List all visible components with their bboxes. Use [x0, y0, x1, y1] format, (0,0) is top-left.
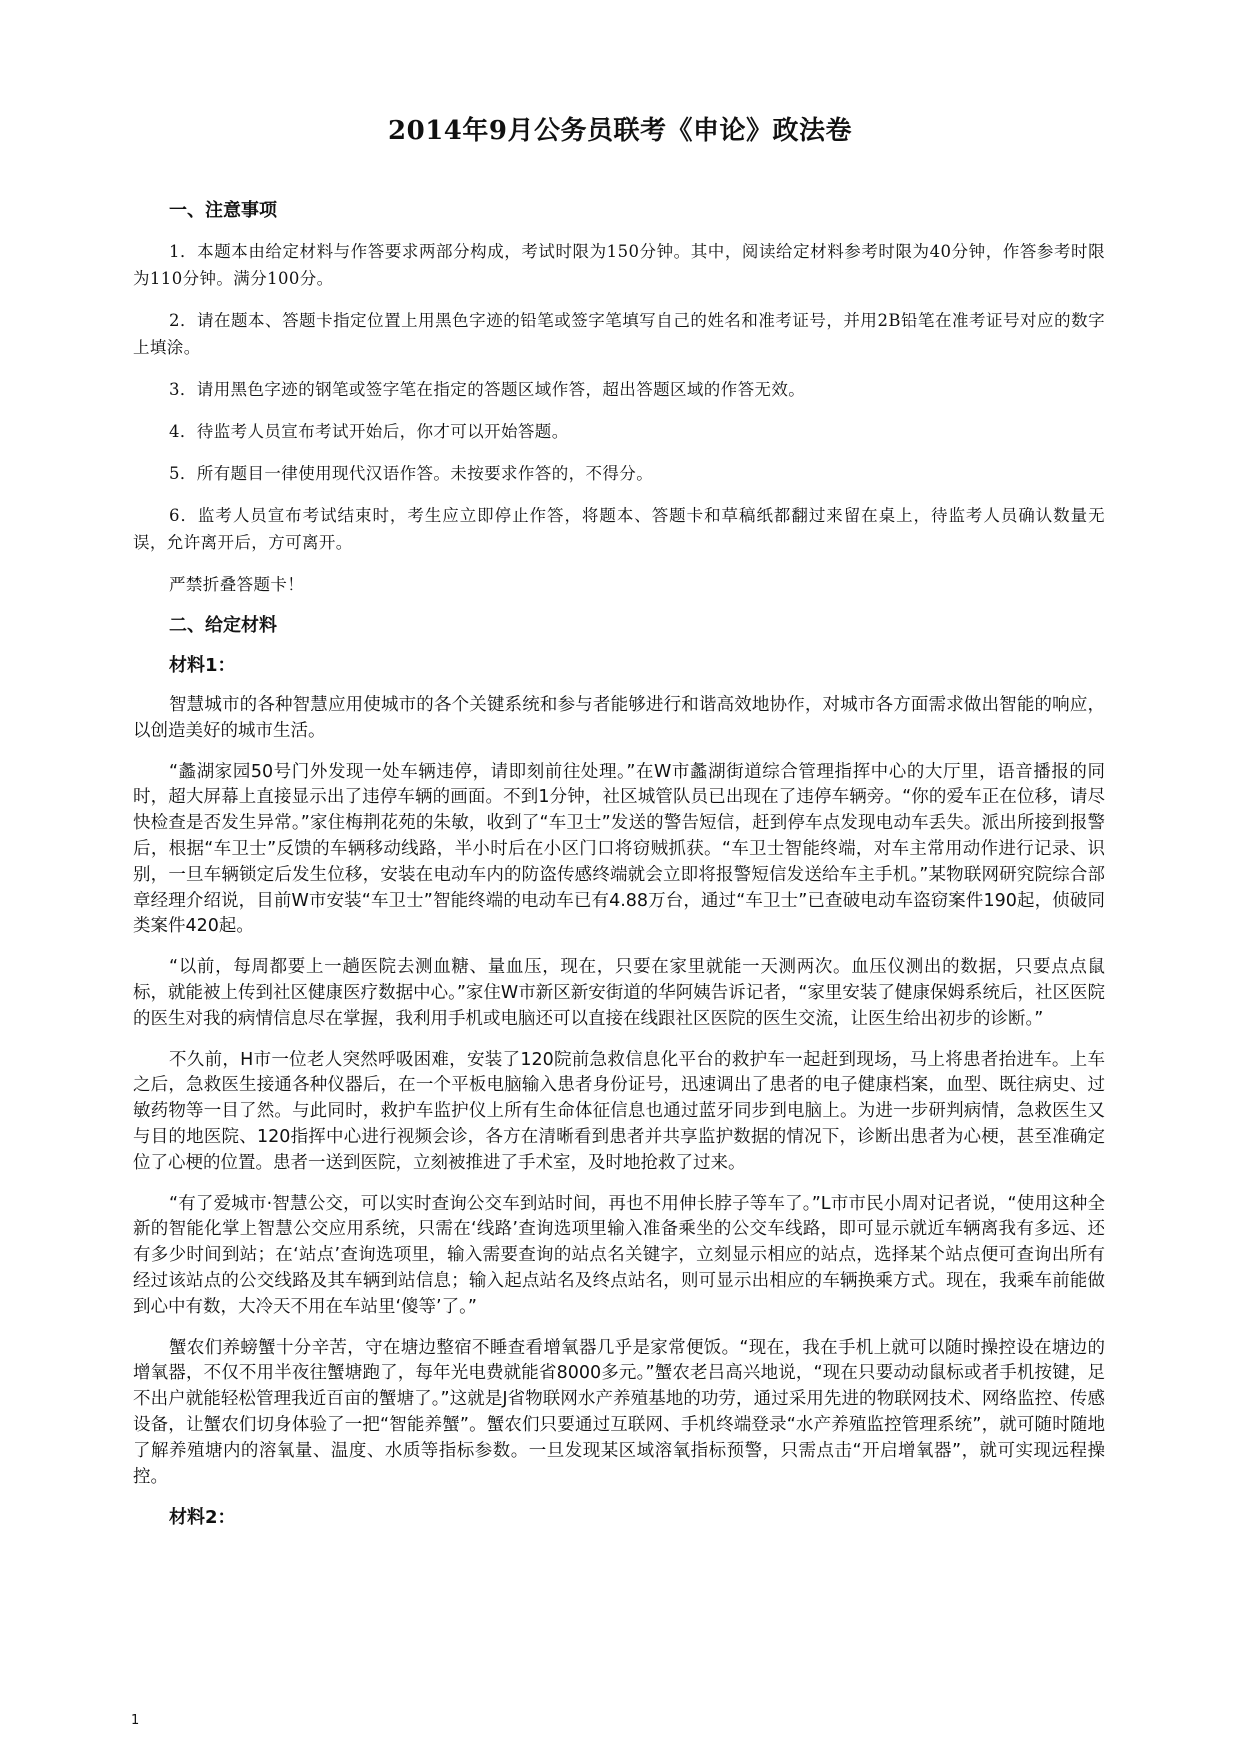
material-paragraph: “有了爱城市·智慧公交，可以实时查询公交车到站时间，再也不用伸长脖子等车了。”L市市民小周对记者说，“使用这种全新的智能化掌上智慧公交应用系统，只需在‘线路’查询选项里输入准备乘坐的公交车线路，即可显示就近车辆离我有多远、还有多少时间到站；在‘站点’查询选项里，输入需要查询的站点名关键字，立刻显示相应的站点，选择某个站点便可查询出所有经过该站点的公交线路及其车辆到站信息；输入起点站名及终点站名，则可显示出相应的车辆换乘方式。现在，我乘车前能做到心中有数，大冷天不用在车站里‘傻等’了。” — [133, 1193, 1105, 1317]
notice-item: 6．监考人员宣布考试结束时，考生应立即停止作答，将题本、答题卡和草稿纸都翻过来留在桌上，待监考人员确认数量无误，允许离开后，方可离开。 — [133, 506, 1105, 552]
material-1-label: 材料1： — [169, 655, 236, 676]
notice-item: 4．待监考人员宣布考试开始后，你才可以开始答题。 — [169, 422, 569, 441]
notice-item: 1．本题本由给定材料与作答要求两部分构成，考试时限为150分钟。其中，阅读给定材料参考时限为40分钟，作答参考时限为110分钟。满分100分。 — [133, 242, 1105, 288]
notice-item: 5．所有题目一律使用现代汉语作答。未按要求作答的，不得分。 — [169, 464, 654, 483]
section-heading-materials: 二、给定材料 — [169, 615, 277, 636]
material-paragraph: “蠡湖家园50号门外发现一处车辆违停，请即刻前往处理。”在W市蠡湖街道综合管理指挥中心的大厅里，语音播报的同时，超大屏幕上直接显示出了违停车辆的画面。不到1分钟，社区城管队员已出现在了违停车辆旁。“你的爱车正在位移，请尽快检查是否发生异常。”家住梅荆花苑的朱敏，收到了“车卫士”发送的警告短信，赶到停车点发现电动车丢失。派出所接到报警后，根据“车卫士”反馈的车辆移动线路，半小时后在小区门口将窃贼抓获。“车卫士智能终端，对车主常用动作进行记录、识别，一旦车辆锁定后发生位移，安装在电动车内的防盗传感终端就会立即将报警短信发送给车主手机。”某物联网研究院综合部章经理介绍说，目前W市安装“车卫士”智能终端的电动车已有4.88万台，通过“车卫士”已查破电动车盗窃案件190起，侦破同类案件420起。 — [133, 761, 1105, 937]
page-number: 1 — [131, 1713, 140, 1728]
material-paragraph: 不久前，H市一位老人突然呼吸困难，安装了120院前急救信息化平台的救护车一起赶到现场，马上将患者抬进车。上车之后，急救医生接通各种仪器后，在一个平板电脑输入患者身份证号，迅速调出了患者的电子健康档案，血型、既往病史、过敏药物等一目了然。与此同时，救护车监护仪上所有生命体征信息也通过蓝牙同步到电脑上。为进一步研判病情，急救医生又与目的地医院、120指挥中心进行视频会诊，各方在清晰看到患者并共享监护数据的情况下，诊断出患者为心梗，甚至准确定位了心梗的位置。患者一送到医院，立刻被推进了手术室，及时地抢救了过来。 — [133, 1049, 1105, 1173]
document-body — [133, 198, 1105, 1545]
material-paragraph: 智慧城市的各种智慧应用使城市的各个关键系统和参与者能够进行和谐高效地协作，对城市各方面需求做出智能的响应，以创造美好的城市生活。 — [133, 695, 1105, 741]
material-paragraph: “以前，每周都要上一趟医院去测血糖、量血压，现在，只要在家里就能一天测两次。血压仪测出的数据，只要点点鼠标，就能被上传到社区健康医疗数据中心。”家住W市新区新安街道的华阿姨告诉记者，“家里安装了健康保姆系统后，社区医院的医生对我的病情信息尽在掌握，我利用手机或电脑还可以直接在线跟社区医院的医生交流，让医生给出初步的诊断。” — [133, 957, 1105, 1029]
notice-warning: 严禁折叠答题卡！ — [169, 575, 305, 594]
section-heading-notes: 一、注意事项 — [169, 200, 277, 221]
document-title: 2014年9月公务员联考《申论》政法卷 — [388, 116, 852, 146]
notice-item: 3．请用黑色字迹的钢笔或签字笔在指定的答题区域作答，超出答题区域的作答无效。 — [169, 380, 806, 399]
notice-item: 2．请在题本、答题卡指定位置上用黑色字迹的铅笔或签字笔填写自己的姓名和准考证号，并用2B铅笔在准考证号对应的数字上填涂。 — [133, 311, 1105, 357]
material-2-label: 材料2： — [169, 1507, 236, 1529]
material-paragraph: 蟹农们养螃蟹十分辛苦，守在塘边整宿不睡查看增氧器几乎是家常便饭。“现在，我在手机上就可以随时操控设在塘边的增氧器，不仅不用半夜往蟹塘跑了，每年光电费就能省8000多元。”蟹农老吕高兴地说，“现在只要动动鼠标或者手机按键，足不出户就能轻松管理我近百亩的蟹塘了。”这就是J省物联网水产养殖基地的功劳，通过采用先进的物联网技术、网络监控、传感设备，让蟹农们切身体验了一把“智能养蟹”。蟹农们只要通过互联网、手机终端登录“水产养殖监控管理系统”，就可随时随地了解养殖塘内的溶氧量、温度、水质等指标参数。一旦发现某区域溶氧指标预警，只需点击“开启增氧器”，就可实现远程操控。 — [133, 1337, 1105, 1487]
